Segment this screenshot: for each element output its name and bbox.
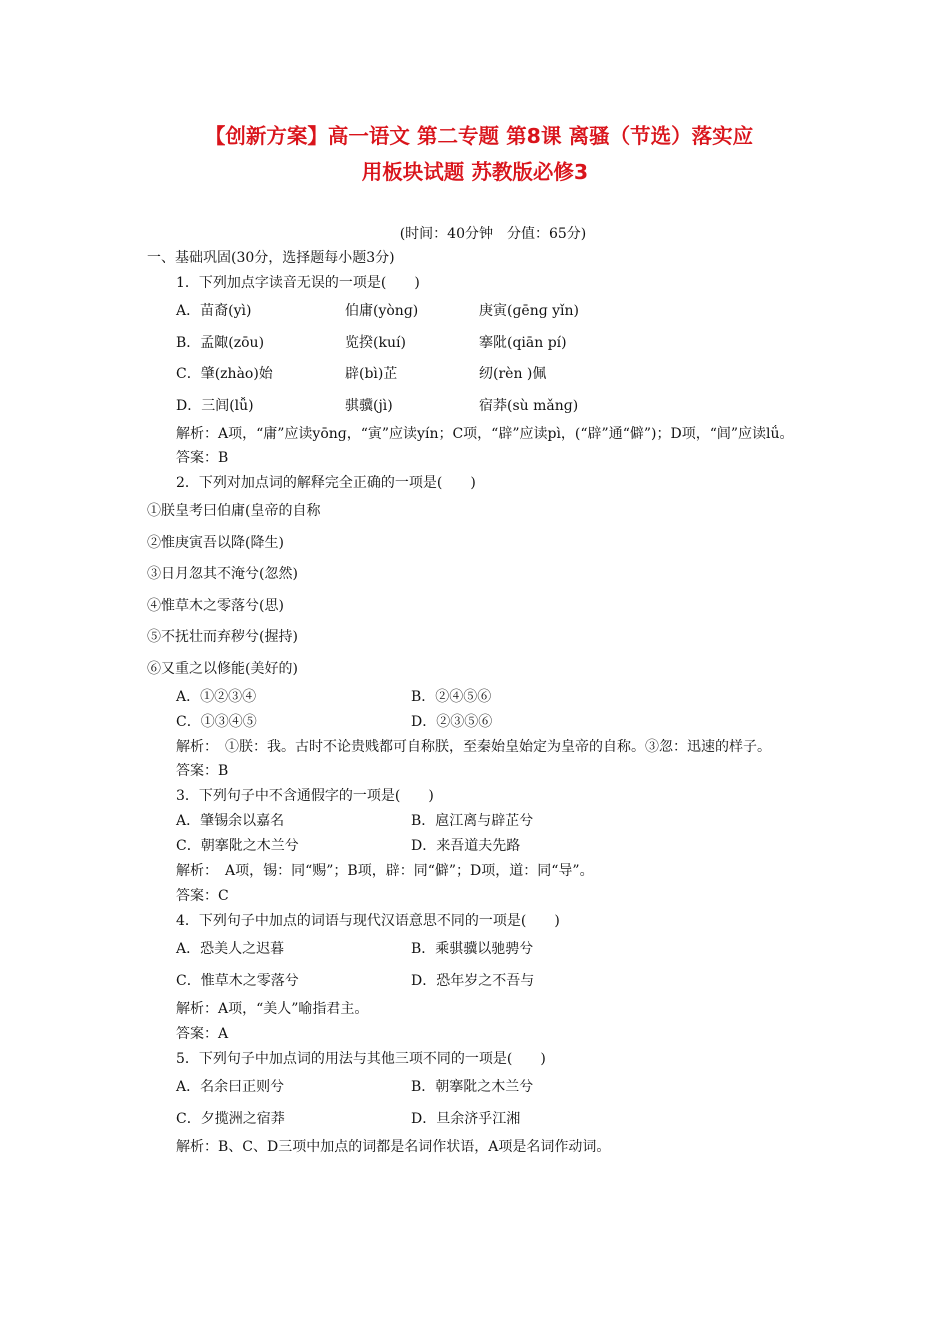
- question-1-stem: 1．下列加点字读音无误的一项是( ): [176, 275, 420, 291]
- q4-analysis: 解析：A项，“美人”喻指君主。: [176, 1001, 369, 1017]
- document-title-line-2: 用板块试题 苏教版必修3: [361, 160, 589, 184]
- q5-option-c: C．夕揽洲之宿莽: [176, 1110, 285, 1127]
- q5-options-ab: [147, 1072, 807, 1104]
- question-4-stem: 4．下列句子中加点的词语与现代汉语意思不同的一项是( ): [176, 913, 560, 929]
- q5-option-a: A．名余曰正则兮: [176, 1079, 285, 1095]
- q1-option-b-item-3: 搴阰(qiān pí): [479, 334, 567, 351]
- q3-answer: 答案：C: [176, 888, 229, 904]
- q1-row-b: [147, 328, 807, 360]
- q2-option-c: C．①③④⑤: [176, 714, 257, 730]
- q4-option-a: A．恐美人之迟暮: [176, 941, 285, 957]
- q5-option-d: D．旦余济乎江湘: [411, 1110, 521, 1127]
- q3-option-b: B．扈江离与辟芷兮: [411, 813, 534, 829]
- q1-row-c: [147, 359, 807, 391]
- q5-option-b: B．朝搴阰之木兰兮: [411, 1079, 534, 1095]
- q1-option-a-item-1: A．苗裔(yì): [176, 303, 252, 319]
- exam-time-and-score: (时间：40分钟 分值：65分): [399, 226, 587, 242]
- q1-option-d-item-1: D．三闾(lǚ): [176, 397, 254, 414]
- q2-option-b: B．②④⑤⑥: [411, 689, 492, 705]
- q4-options-ab: [147, 934, 807, 966]
- q1-analysis: 解析：A项，“庸”应读yōnɡ，“寅”应读yín；C项，“辟”应读pì，(“辟”通“僻”)；D项，“闾”应读lǘ。: [176, 426, 794, 442]
- q2-option-a: A．①②③④: [176, 689, 257, 705]
- q3-options-cd: [147, 834, 807, 859]
- q2-answer: 答案：B: [176, 763, 229, 779]
- q2-item-2: ②惟庚寅吾以降(降生): [147, 534, 284, 551]
- q2-item-5: ⑤不抚壮而弃秽兮(握持): [147, 629, 298, 645]
- q4-option-d: D．恐年岁之不吾与: [411, 972, 535, 989]
- q3-analysis: 解析： A项，锡：同“赐”；B项，辟：同“僻”；D项，道：同“导”。: [176, 863, 594, 879]
- q1-option-c-item-1: C．肇(zhào)始: [176, 366, 273, 382]
- q2-options-cd: [147, 710, 807, 735]
- q1-option-c-item-3: 纫(rèn )佩: [479, 366, 547, 382]
- q3-option-a: A．肇锡余以嘉名: [176, 813, 285, 829]
- q5-analysis: 解析：B、C、D三项中加点的词都是名词作状语，A项是名词作动词。: [176, 1139, 611, 1155]
- q1-option-d-item-2: 骐骥(jì): [345, 397, 393, 414]
- q2-options-ab: [147, 685, 807, 710]
- q4-answer: 答案：A: [176, 1026, 229, 1042]
- question-5-stem: 5．下列句子中加点词的用法与其他三项不同的一项是( ): [176, 1051, 546, 1067]
- question-3-stem: 3．下列句子中不含通假字的一项是( ): [176, 788, 434, 804]
- q1-option-b-item-1: B．孟陬(zōu): [176, 334, 265, 351]
- q1-row-a: [147, 296, 807, 328]
- q2-item-3: ③日月忽其不淹兮(忽然): [147, 566, 298, 582]
- q2-item-4: ④惟草木之零落兮(思): [147, 597, 284, 614]
- q5-options-cd: [147, 1104, 807, 1136]
- q2-option-d: D．②③⑤⑥: [411, 714, 493, 730]
- q1-option-b-item-2: 览揆(kuí): [345, 334, 406, 351]
- q1-option-a-item-2: 伯庸(yònɡ): [345, 303, 419, 319]
- q4-options-cd: [147, 966, 807, 998]
- q1-option-c-item-2: 辟(bì)芷: [345, 366, 398, 382]
- q2-item-1: ①朕皇考曰伯庸(皇帝的自称: [147, 503, 321, 519]
- q1-option-d-item-3: 宿莽(sù mǎnɡ): [479, 397, 579, 414]
- section-heading: 一、基础巩固(30分，选择题每小题3分): [147, 250, 395, 266]
- question-2-stem: 2．下列对加点词的解释完全正确的一项是( ): [176, 475, 476, 491]
- q1-option-a-item-3: 庚寅(ɡēnɡ yǐn): [479, 303, 580, 319]
- q3-option-c: C．朝搴阰之木兰兮: [176, 838, 299, 854]
- q1-row-d: [147, 391, 807, 423]
- q4-option-c: C．惟草木之零落兮: [176, 972, 299, 989]
- q2-analysis: 解析： ①朕：我。古时不论贵贱都可自称朕，至秦始皇始定为皇帝的自称。③忽：迅速的样子。: [176, 739, 771, 755]
- q3-option-d: D．来吾道夫先路: [411, 838, 521, 854]
- q4-option-b: B．乘骐骥以驰骋兮: [411, 941, 534, 957]
- q3-options-ab: [147, 809, 807, 834]
- document-body: [147, 246, 807, 1160]
- q1-answer: 答案：B: [176, 450, 229, 466]
- q2-item-6: ⑥又重之以修能(美好的): [147, 660, 298, 677]
- document-title-line-1: 【创新方案】高一语文 第二专题 第8课 离骚（节选）落实应: [204, 124, 754, 148]
